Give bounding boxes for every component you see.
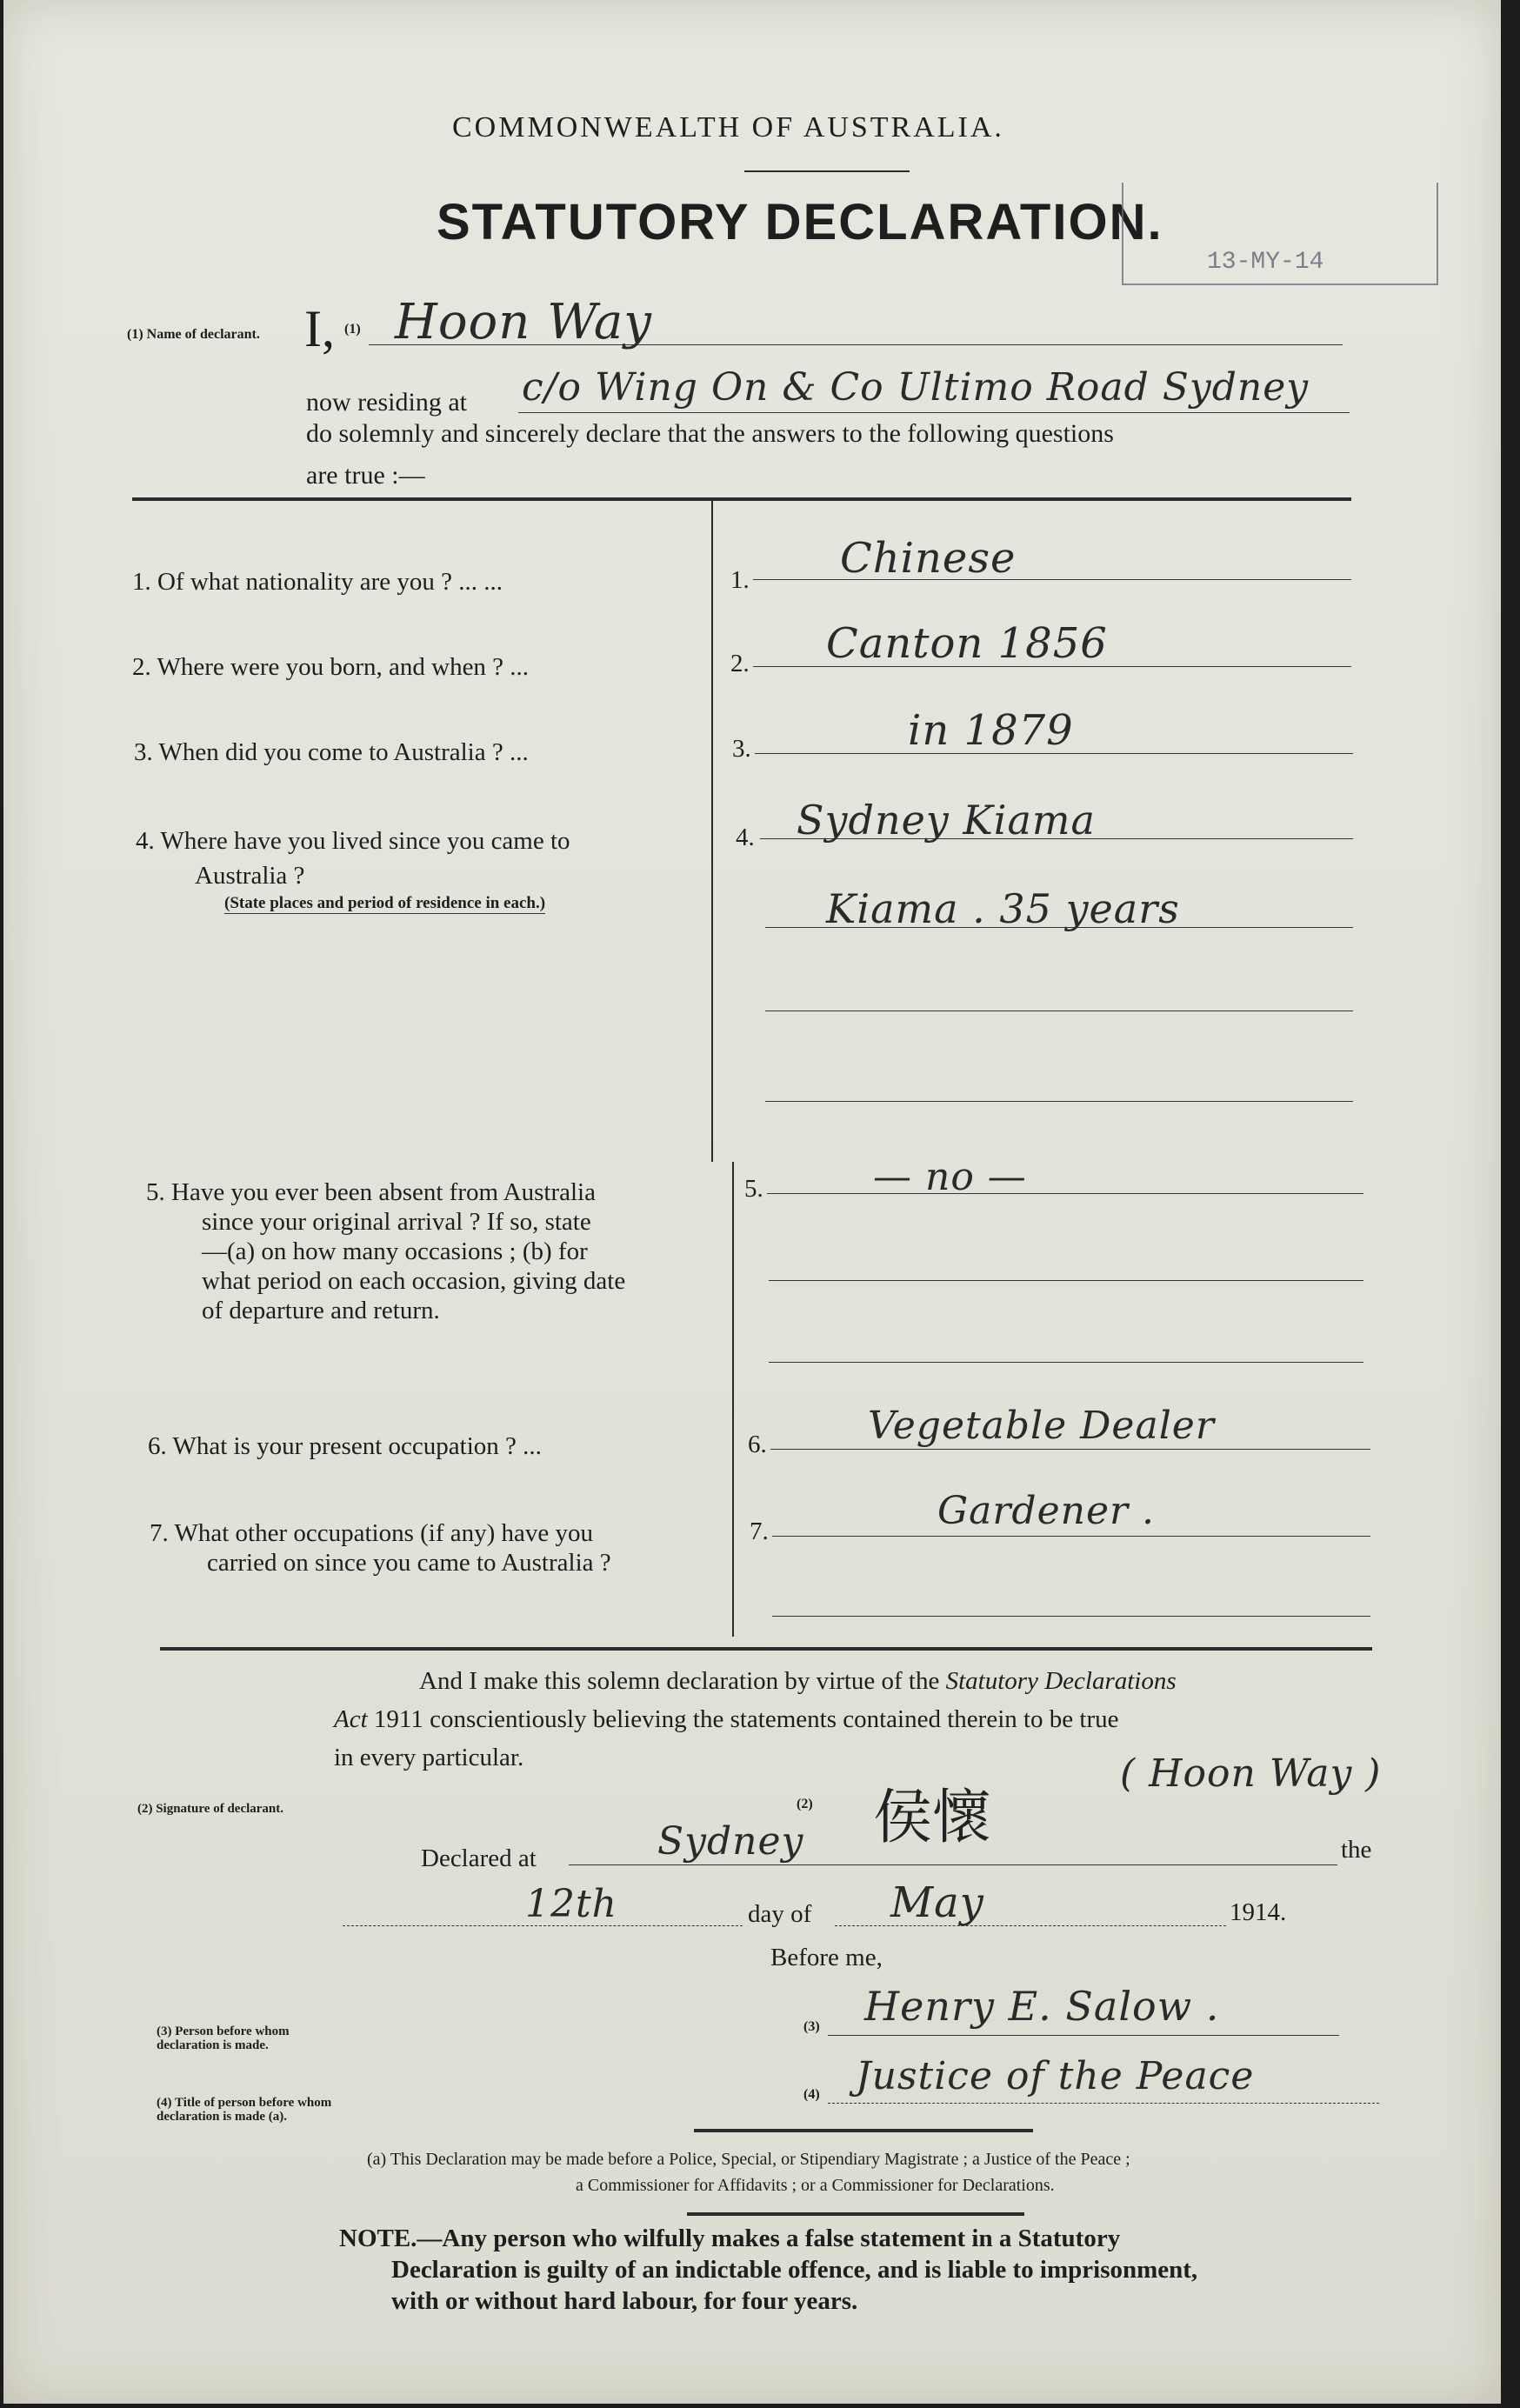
title-ref: (4) xyxy=(803,2087,820,2102)
witness-line xyxy=(828,2035,1339,2036)
question-7: 7. What other occupations (if any) have you xyxy=(150,1519,594,1547)
question-5-line-1: 5. Have you ever been absent from Australia xyxy=(146,1178,596,1206)
declarant-pronoun: I, xyxy=(304,300,335,357)
declaration-sheet xyxy=(3,0,1501,2404)
declarant-ref: (1) xyxy=(344,322,361,337)
act-label: Act xyxy=(334,1705,368,1733)
answer-1: Chinese xyxy=(840,534,1017,583)
witness-title: Justice of the Peace xyxy=(856,2054,1255,2098)
declared-place: Sydney xyxy=(657,1819,804,1864)
answer-5-line-2 xyxy=(769,1280,1363,1281)
question-6: 6. What is your present occupation ? ... xyxy=(148,1432,542,1460)
answer-2: Canton 1856 xyxy=(826,619,1108,668)
answer-4-number: 4. xyxy=(736,824,755,851)
solemn-declaration-line-2 xyxy=(334,1704,1119,1734)
question-5-line-5: of departure and return. xyxy=(202,1297,440,1324)
title-side-label: (4) Title of person before whom declaration is made (a). xyxy=(157,2096,332,2124)
table-bottom-rule xyxy=(160,1647,1372,1651)
note-line-3: with or without hard labour, for four years. xyxy=(391,2287,858,2315)
solemn-text-2: 1911 conscientiously believing the statements contained therein to be true xyxy=(367,1705,1119,1733)
declared-the: the xyxy=(1341,1836,1372,1864)
declared-at-label: Declared at xyxy=(421,1844,537,1872)
question-1: 1. Of what nationality are you ? ... ... xyxy=(132,568,503,596)
answer-5-number: 5. xyxy=(744,1175,763,1203)
witness-ref: (3) xyxy=(803,2019,820,2034)
title-line xyxy=(828,2103,1379,2104)
residing-label: now residing at xyxy=(306,388,467,417)
solemn-declaration-line-1 xyxy=(419,1666,1177,1696)
declaration-preamble-end: are true :— xyxy=(306,461,425,490)
act-name: Statutory Declarations xyxy=(945,1667,1177,1695)
answer-5: — no — xyxy=(873,1155,1027,1199)
solemn-text-1: And I make this solemn declaration by virtue of the xyxy=(419,1667,946,1695)
note-divider xyxy=(687,2212,1024,2216)
footnote-line-2: a Commissioner for Affidavits ; or a Commissioner for Declarations. xyxy=(576,2176,1055,2195)
document-title: STATUTORY DECLARATION. xyxy=(437,194,1163,250)
answer-7-line-2 xyxy=(772,1616,1370,1617)
declared-year: 1914. xyxy=(1230,1898,1287,1926)
answer-7-line-1 xyxy=(772,1536,1370,1537)
question-4-note: (State places and period of residence in each.) xyxy=(224,894,546,912)
question-7-cont: carried on since you came to Australia ? xyxy=(207,1549,611,1577)
answer-1-number: 1. xyxy=(730,566,750,594)
answer-3: in 1879 xyxy=(908,706,1074,755)
column-divider-upper xyxy=(711,501,713,1162)
answer-6-number: 6. xyxy=(748,1431,767,1458)
declared-place-line xyxy=(569,1864,1337,1865)
commonwealth-heading: COMMONWEALTH OF AUSTRALIA. xyxy=(452,111,1004,143)
answer-2-number: 2. xyxy=(730,650,750,677)
solemn-declaration-line-3: in every particular. xyxy=(334,1744,524,1771)
footnote-line-1: (a) This Declaration may be made before a Police, Special, or Stipendiary Magistrate ; a Justice of the Peace ; xyxy=(367,2150,1130,2169)
declarant-side-label: (1) Name of declarant. xyxy=(127,327,260,342)
signature-chinese: 侯懷 xyxy=(873,1784,992,1852)
answer-7: Gardener . xyxy=(937,1489,1156,1533)
answer-4: Sydney Kiama xyxy=(797,797,1096,844)
answer-3-number: 3. xyxy=(732,735,751,763)
question-5-line-3: —(a) on how many occasions ; (b) for xyxy=(202,1237,588,1265)
question-4-cont: Australia ? xyxy=(195,862,305,890)
signature-name: ( Hoon Way ) xyxy=(1120,1751,1382,1796)
answer-7-number: 7. xyxy=(750,1518,769,1545)
note-line-1: NOTE.—Any person who wilfully makes a false statement in a Statutory xyxy=(339,2225,1121,2252)
question-4: 4. Where have you lived since you came to xyxy=(136,827,570,855)
day-of-label: day of xyxy=(748,1900,812,1928)
witness-side-label: (3) Person before whom declaration is made. xyxy=(157,2024,290,2052)
witness-name: Henry E. Salow . xyxy=(864,1983,1220,2030)
address-line xyxy=(518,412,1350,413)
table-top-rule xyxy=(132,497,1351,501)
header-divider xyxy=(744,170,910,172)
declarant-address: c/o Wing On & Co Ultimo Road Sydney xyxy=(522,365,1310,410)
question-5-line-2: since your original arrival ? If so, state xyxy=(202,1208,591,1236)
signature-side-label: (2) Signature of declarant. xyxy=(137,1802,284,1816)
declarant-name: Hoon Way xyxy=(395,294,652,350)
question-2: 2. Where were you born, and when ? ... xyxy=(132,653,530,681)
declared-day: 12th xyxy=(525,1882,618,1926)
declaration-preamble: do solemnly and sincerely declare that the answers to the following questions xyxy=(306,419,1114,448)
answer-5-line-3 xyxy=(769,1362,1363,1363)
answer-5-line-1 xyxy=(767,1193,1363,1194)
answer-6: Vegetable Dealer xyxy=(868,1404,1215,1448)
answer-4-second-line: Kiama . 35 years xyxy=(826,885,1180,932)
note-line-2: Declaration is guilty of an indictable offence, and is liable to imprisonment, xyxy=(391,2256,1198,2284)
signature-ref: (2) xyxy=(797,1797,813,1811)
before-me-label: Before me, xyxy=(770,1944,883,1971)
question-5-line-4: what period on each occasion, giving date xyxy=(202,1267,626,1295)
stamp-date: 13-MY-14 xyxy=(1207,249,1324,276)
column-divider-lower xyxy=(732,1162,734,1637)
footnote-divider xyxy=(694,2129,1033,2132)
question-3: 3. When did you come to Australia ? ... xyxy=(134,738,529,766)
received-stamp xyxy=(1122,183,1438,285)
declared-month: May xyxy=(890,1878,984,1927)
answer-6-line xyxy=(770,1449,1370,1450)
answer-4-line-4 xyxy=(765,1101,1353,1102)
